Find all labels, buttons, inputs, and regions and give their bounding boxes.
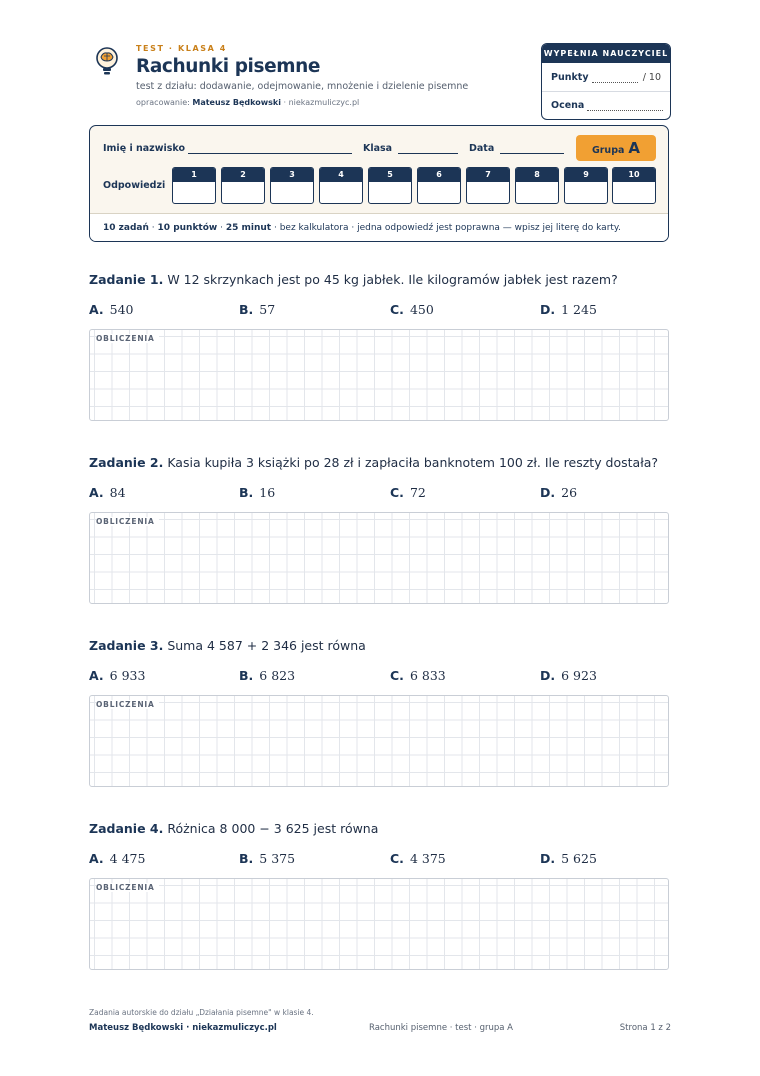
points-label: Punkty <box>551 72 589 83</box>
class-label: Klasa <box>363 143 393 154</box>
task-label: Zadanie 4. <box>89 821 164 836</box>
task-text: Suma 4 587 + 2 346 jest równa <box>167 638 366 653</box>
option-value: 72 <box>409 485 426 500</box>
info-rest: · bez kalkulatora · jedna odpowiedź jest poprawna — wpisz jej literę do karty. <box>273 223 621 233</box>
option-letter: D. <box>540 485 556 500</box>
answer-number: 10 <box>613 168 655 182</box>
author-line <box>136 98 359 107</box>
option-d[interactable] <box>540 851 597 866</box>
answer-number: 1 <box>173 168 215 182</box>
group-badge <box>576 135 656 161</box>
task-question <box>89 272 669 292</box>
work-area-label: OBLICZENIA <box>96 334 159 343</box>
grade-row <box>551 100 661 114</box>
answer-number: 6 <box>418 168 460 182</box>
option-letter: A. <box>89 851 104 866</box>
work-area[interactable] <box>89 512 669 604</box>
answer-number: 8 <box>516 168 558 182</box>
group-letter: A <box>628 139 641 157</box>
answer-box-6[interactable] <box>417 167 461 204</box>
page-subtitle: test z działu: dodawanie, odejmowanie, mnożenie i dzielenie pisemne <box>136 81 469 92</box>
option-b[interactable] <box>239 668 295 683</box>
work-area[interactable] <box>89 695 669 787</box>
option-a[interactable] <box>89 668 145 683</box>
option-c[interactable] <box>390 851 446 866</box>
option-letter: B. <box>239 851 254 866</box>
answer-box-3[interactable] <box>270 167 314 204</box>
info-tasks: 10 zadań <box>103 223 149 233</box>
option-letter: D. <box>540 851 556 866</box>
option-value: 540 <box>109 302 134 317</box>
option-letter: B. <box>239 302 254 317</box>
page-number: Strona 1 z 2 <box>619 1023 671 1033</box>
task-4 <box>89 821 669 892</box>
answer-box-9[interactable] <box>564 167 608 204</box>
points-max: / 10 <box>642 72 661 83</box>
option-value: 26 <box>561 485 578 500</box>
answer-box-5[interactable] <box>368 167 412 204</box>
work-area[interactable] <box>89 329 669 421</box>
answer-box-7[interactable] <box>466 167 510 204</box>
points-field[interactable] <box>592 82 638 83</box>
date-label: Data <box>469 143 495 154</box>
option-value: 6 833 <box>409 668 446 683</box>
option-letter: C. <box>390 302 404 317</box>
option-value: 450 <box>409 302 434 317</box>
work-area-label: OBLICZENIA <box>96 700 159 709</box>
answer-number: 7 <box>467 168 509 182</box>
author-site: · niekazmuliczyc.pl <box>283 98 360 107</box>
option-letter: B. <box>239 668 254 683</box>
footer-author: Mateusz Będkowski · niekazmuliczyc.pl <box>89 1023 277 1033</box>
option-letter: D. <box>540 302 556 317</box>
task-text: Różnica 8 000 − 3 625 jest równa <box>167 821 379 836</box>
option-letter: B. <box>239 485 254 500</box>
option-value: 5 625 <box>561 851 597 866</box>
answer-number: 3 <box>271 168 313 182</box>
option-c[interactable] <box>390 668 446 683</box>
task-text: Kasia kupiła 3 książki po 28 zł i zapłaciła banknotem 100 zł. Ile reszty dostała? <box>167 455 659 470</box>
answer-box-8[interactable] <box>515 167 559 204</box>
option-d[interactable] <box>540 485 577 500</box>
option-value: 4 375 <box>409 851 446 866</box>
answer-box-2[interactable] <box>221 167 265 204</box>
option-a[interactable] <box>89 485 126 500</box>
task-question <box>89 455 669 475</box>
info-sep: · <box>220 223 223 233</box>
option-value: 4 475 <box>109 851 146 866</box>
info-time: 25 minut <box>225 223 272 233</box>
task-label: Zadanie 1. <box>89 272 164 287</box>
name-label: Imię i nazwisko <box>103 143 185 154</box>
option-letter: D. <box>540 668 556 683</box>
student-card <box>89 125 669 242</box>
option-value: 6 923 <box>561 668 597 683</box>
answer-box-10[interactable] <box>612 167 656 204</box>
footer-note: Zadania autorskie do działu „Działania pisemne" w klasie 4. <box>89 1008 314 1017</box>
option-d[interactable] <box>540 302 597 317</box>
card-info <box>90 213 668 242</box>
footer-title: Rachunki pisemne · test · grupa A <box>369 1023 513 1033</box>
answer-number: 4 <box>320 168 362 182</box>
group-label: Grupa <box>591 145 625 156</box>
answer-box-1[interactable] <box>172 167 216 204</box>
option-value: 5 375 <box>259 851 296 866</box>
answer-box-4[interactable] <box>319 167 363 204</box>
task-question <box>89 638 669 658</box>
option-letter: C. <box>390 485 404 500</box>
answers-label: Odpowiedzi <box>103 180 166 191</box>
option-value: 84 <box>109 485 126 500</box>
option-letter: A. <box>89 302 104 317</box>
teacher-divider <box>542 91 670 92</box>
page-title: Rachunki pisemne <box>136 56 321 77</box>
option-b[interactable] <box>239 302 275 317</box>
option-letter: A. <box>89 668 104 683</box>
task-options <box>89 668 669 688</box>
option-d[interactable] <box>540 668 597 683</box>
option-letter: A. <box>89 485 104 500</box>
option-value: 6 933 <box>109 668 146 683</box>
option-c[interactable] <box>390 302 434 317</box>
task-label: Zadanie 3. <box>89 638 164 653</box>
task-1 <box>89 272 669 343</box>
option-value: 1 245 <box>561 302 597 317</box>
task-question <box>89 821 669 841</box>
option-b[interactable] <box>239 851 295 866</box>
option-c[interactable] <box>390 485 426 500</box>
option-a[interactable] <box>89 851 145 866</box>
option-letter: C. <box>390 668 404 683</box>
task-options <box>89 302 669 322</box>
task-options <box>89 851 669 871</box>
task-options <box>89 485 669 505</box>
option-value: 16 <box>259 485 276 500</box>
option-b[interactable] <box>239 485 275 500</box>
option-value: 57 <box>259 302 276 317</box>
work-area[interactable] <box>89 878 669 970</box>
grade-field[interactable] <box>587 110 663 111</box>
points-row <box>551 72 661 86</box>
task-text: W 12 skrzynkach jest po 45 kg jabłek. Ile kilogramów jabłek jest razem? <box>167 272 618 287</box>
task-label: Zadanie 2. <box>89 455 164 470</box>
test-kicker: TEST · KLASA 4 <box>136 44 227 53</box>
answer-number: 9 <box>565 168 607 182</box>
info-points: 10 punktów <box>157 223 218 233</box>
author-name: Mateusz Będkowski <box>192 98 281 107</box>
answer-number: 2 <box>222 168 264 182</box>
date-field[interactable] <box>500 153 564 154</box>
work-area-label: OBLICZENIA <box>96 517 159 526</box>
name-field[interactable] <box>188 153 352 154</box>
teacher-box-title: WYPEŁNIA NAUCZYCIEL <box>542 44 670 63</box>
task-3 <box>89 638 669 709</box>
option-letter: C. <box>390 851 404 866</box>
class-field[interactable] <box>398 153 458 154</box>
info-sep: · <box>151 223 155 233</box>
grade-label: Ocena <box>551 100 585 111</box>
lightbulb-logo-icon <box>91 45 123 77</box>
teacher-box <box>541 43 671 120</box>
author-prefix: opracowanie: <box>136 98 190 107</box>
option-value: 6 823 <box>259 668 296 683</box>
task-2 <box>89 455 669 526</box>
work-area-label: OBLICZENIA <box>96 883 159 892</box>
answer-number: 5 <box>369 168 411 182</box>
option-a[interactable] <box>89 302 134 317</box>
